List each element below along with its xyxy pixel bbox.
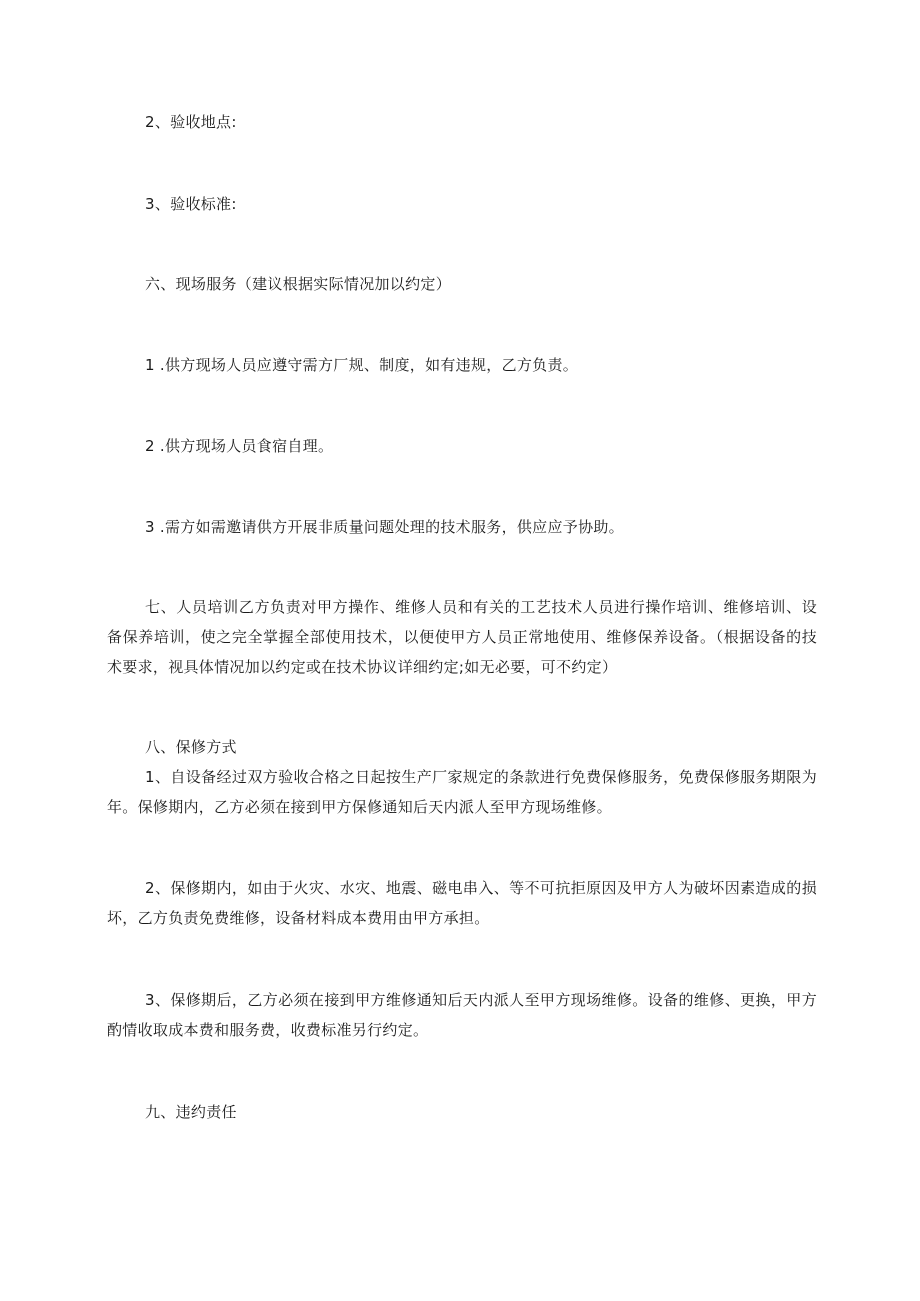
acceptance-standard-line: 3、验收标准: (145, 195, 237, 213)
section-8-title: 八、保修方式 (145, 738, 237, 756)
section-6-title: 六、现场服务（建议根据实际情况加以约定） (145, 275, 452, 293)
section-6-item-2: 2 .供方现场人员食宿自理。 (145, 437, 334, 455)
section-9-title: 九、违约责任 (145, 1103, 237, 1121)
section-8-item-2: 2、保修期内，如由于火灾、水灾、地震、磁电串入、等不可抗拒原因及甲方人为破坏因素造成的损坏，乙方负责免费维修，设备材料成本费用由甲方承担。 (107, 879, 817, 927)
section-8-item-1: 1、自设备经过双方验收合格之日起按生产厂家规定的条款进行免费保修服务，免费保修服务期限为年。保修期内，乙方必须在接到甲方保修通知后天内派人至甲方现场维修。 (107, 768, 817, 816)
section-6-item-3: 3 .需方如需邀请供方开展非质量问题处理的技术服务，供应应予协助。 (145, 518, 624, 536)
section-7-paragraph: 七、人员培训乙方负责对甲方操作、维修人员和有关的工艺技术人员进行操作培训、维修培训、设备保养培训，使之完全掌握全部使用技术，以便使甲方人员正常地使用、维修保养设备。（根据设备的技术要求，视具体情况加以约定或在技术协议详细约定;如无必要，可不约定） (107, 598, 817, 676)
acceptance-location-line: 2、验收地点: (145, 113, 237, 131)
section-8-item-3: 3、保修期后，乙方必须在接到甲方维修通知后天内派人至甲方现场维修。设备的维修、更换，甲方酌情收取成本费和服务费，收费标准另行约定。 (107, 991, 817, 1039)
section-6-item-1: 1 .供方现场人员应遵守需方厂规、制度，如有违规，乙方负责。 (145, 356, 579, 374)
